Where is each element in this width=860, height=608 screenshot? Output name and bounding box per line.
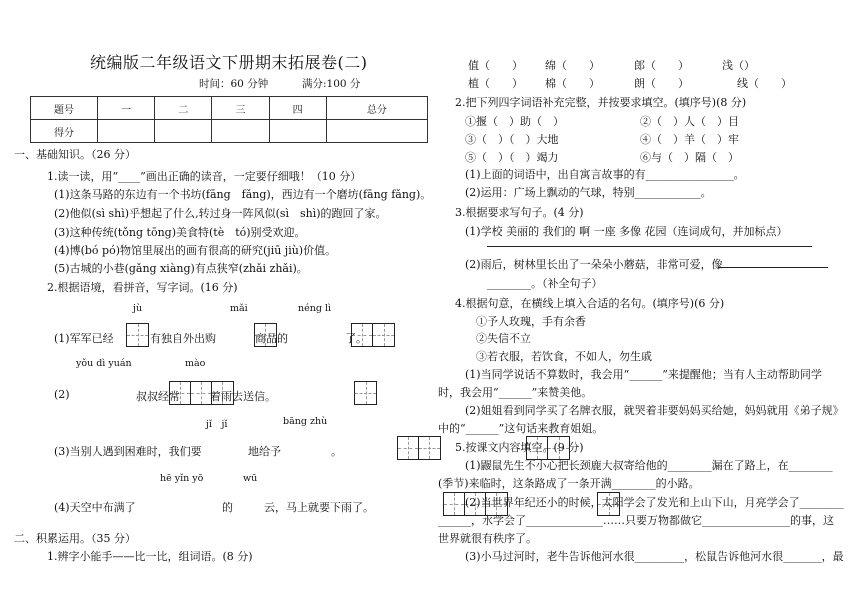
question-1-item: (3)这种传统(tǒng tōng)美食特(tè tó)别受欢迎。 [54, 226, 306, 239]
proverb-option: ①予人玫瑰，手有余香 [476, 315, 586, 328]
right-q4-1a: (1)当同学说话不算数时，我会用“______”来提醒他；当有人主动帮助同学 [465, 368, 822, 381]
score-header-cell: 题号 [31, 97, 98, 120]
score-row-label: 得分 [31, 120, 98, 143]
question-2-title: 2.根据语境，看拼音，写字词。(16 分) [47, 281, 238, 294]
q2-3-text-a: (3)当别人遇到困难时，我们要 [54, 445, 202, 458]
score-cell[interactable] [98, 120, 155, 143]
question-1-item: (2)他似(sì shì)乎想起了什么,转过身一阵风似(sì shì)的跑回了家。 [54, 207, 387, 220]
score-cell[interactable] [326, 120, 427, 143]
score-table-header-row [31, 97, 428, 120]
pinyin-heyinyo: hē yǐn yō [160, 473, 204, 484]
proverb-option: ②失信不立 [476, 332, 531, 345]
compare-item: 植（ ） [468, 77, 523, 90]
idiom-item: ②（ ）人（ ）目 [640, 115, 739, 128]
right-q3-2b: ________。（补全句子） [487, 277, 603, 290]
pinyin-jiji: jǐ jǐ [206, 419, 228, 430]
q2-2-text-c: 着雨去送信。 [210, 390, 276, 403]
section-1-heading: 一、基础知识。（26 分） [14, 148, 136, 161]
right-q3-2a: (2)雨后，树林里长出了一朵朵小蘑菇，非常可爱，像 [465, 258, 723, 271]
right-q5-2c: 世界就很有秩序了。 [438, 532, 537, 545]
right-q2-fill-1: (1)上面的词语中，出自寓言故事的有________________。 [465, 168, 745, 181]
right-q4-2b: 中的“______”这句话来教育姐姐。 [438, 422, 604, 435]
right-q5-title: 5.按课文内容填空。(9 分) [455, 441, 584, 454]
compare-item: 绵（ ） [545, 59, 600, 72]
pinyin-wu: wū [243, 473, 258, 484]
exam-time: 时间：60 分钟 [199, 78, 269, 90]
question-1-item: (1)这条马路的东边有一个书坊(fāng fǎng)，西边有一个磨坊(fāng fǎng)。 [54, 188, 432, 201]
pinyin-nengli: néng lì [298, 303, 332, 314]
q2-2-text-b: 叔叔经常 [136, 390, 180, 403]
question-1-item: (5)古城的小巷(gǎng xiàng)有点狭窄(zhǎi zhǎi)。 [54, 262, 308, 275]
pinyin-youdiyuan: yǒu dì yuán [76, 358, 132, 369]
right-q4-1b: 时，我会用“______”来赞美他。 [438, 386, 593, 399]
right-q5-1b: (季节)来临时，这条路成了一条开满________的小路。 [438, 477, 700, 490]
question-1-item: (4)博(bó pó)物馆里展出的画有很高的研究(jiū jiù)价值。 [54, 244, 337, 257]
right-q4-2a: (2)姐姐看到同学买了名牌衣服，就哭着非要妈妈买给她，妈妈就用《弟子规》 [465, 404, 844, 417]
compare-item: 朗（ ） [634, 77, 689, 90]
q2-2-text-a: (2) [54, 388, 70, 401]
idiom-item: ④（ ）羊（ ）牢 [640, 133, 739, 146]
score-header-cell: 一 [98, 97, 155, 120]
idiom-item: ⑥与（ ）隔（ ） [640, 151, 739, 164]
q2-1-text-d: 了。 [345, 332, 367, 345]
compare-item: 棉（ ） [545, 77, 600, 90]
right-q2-fill-2: (2)运用：广场上飘动的气球，特别____________。 [465, 186, 712, 199]
compare-item: 值（ ） [468, 59, 523, 72]
score-header-cell: 三 [212, 97, 269, 120]
idiom-item: ⑤（ ）（ ）竭力 [465, 151, 559, 164]
section-2-q1-title: 1.辨字小能手——比一比，组词语。(8 分) [47, 550, 253, 563]
compare-item: 郎（ ） [634, 59, 689, 72]
q2-4-text-a: (4)天空中布满了 [54, 501, 136, 514]
right-q5-1a: (1)鼹鼠先生不小心把长颈鹿大叔寄给他的________漏在了路上，在________ [465, 459, 833, 472]
idiom-item: ③（ ）（ ）大地 [465, 133, 559, 146]
score-header-cell: 二 [155, 97, 212, 120]
q2-1-text-c: 商品的 [255, 332, 288, 345]
score-cell[interactable] [269, 120, 326, 143]
idiom-item: ①揠（ ）助（ ） [465, 115, 564, 128]
pinyin-mai: mǎi [230, 303, 248, 314]
write-grid[interactable] [126, 323, 149, 347]
section-2-heading: 二、积累运用。（35 分） [14, 532, 136, 545]
answer-line[interactable] [487, 246, 812, 247]
right-q3-title: 3.根据要求写句子。(4 分) [455, 206, 584, 219]
score-cell[interactable] [155, 120, 212, 143]
score-header-cell: 总分 [326, 97, 427, 120]
right-q4-title: 4.根据句意，在横线上填入合适的名句。(填序号)(6 分) [455, 297, 725, 310]
question-1-title: 1.读一读，用“____”画出正确的读音，一定要仔细哦！（10 分） [47, 170, 362, 183]
page-title: 统编版二年级语文下册期末拓展卷(二) [90, 53, 368, 72]
score-table-score-row [31, 120, 428, 143]
q2-3-text-b: 地给予 [248, 445, 281, 458]
compare-item: 浅（） [722, 59, 755, 72]
proverb-option: ③若衣服，若饮食，不如人，勿生戚 [476, 350, 652, 363]
q2-1-text-b: 有独自外出购 [150, 332, 216, 345]
compare-item: 线（ ） [737, 77, 792, 90]
q2-1-text-a: (1)军军已经 [54, 332, 114, 345]
right-q5-3: (3)小马过河时，老牛告诉他河水很_________，松鼠告诉他河水很_______，最 [465, 550, 844, 563]
q2-3-text-c: 。 [331, 445, 342, 458]
right-q2-title: 2.把下列四字词语补充完整，并按要求填空。(填序号)(8 分) [455, 96, 747, 109]
full-score: 满分:100 分 [302, 78, 361, 90]
score-table [30, 96, 428, 143]
pinyin-bangzhu: bāng zhù [283, 416, 328, 427]
write-grid[interactable] [354, 381, 377, 405]
q2-4-text-b: 的 [222, 501, 233, 514]
pinyin-ju: jù [133, 303, 143, 314]
right-q3-1: (1)学校 美丽的 我们的 啊 一座 多像 花园（连词成句，并加标点） [465, 225, 788, 238]
pinyin-mao: mào [185, 358, 206, 369]
score-cell[interactable] [212, 120, 269, 143]
answer-line[interactable] [718, 267, 828, 268]
right-q5-2b: ______，水学会了______________……只要万物都做它________________的事，这 [438, 514, 834, 527]
write-grid[interactable] [397, 436, 441, 460]
q2-4-text-c: 云，马上就要下雨了。 [264, 501, 374, 514]
right-q5-2a: (2)当世界年纪还小的时候，太阳学会了发光和上山下山，月亮学会了________ [465, 496, 844, 509]
score-header-cell: 四 [269, 97, 326, 120]
